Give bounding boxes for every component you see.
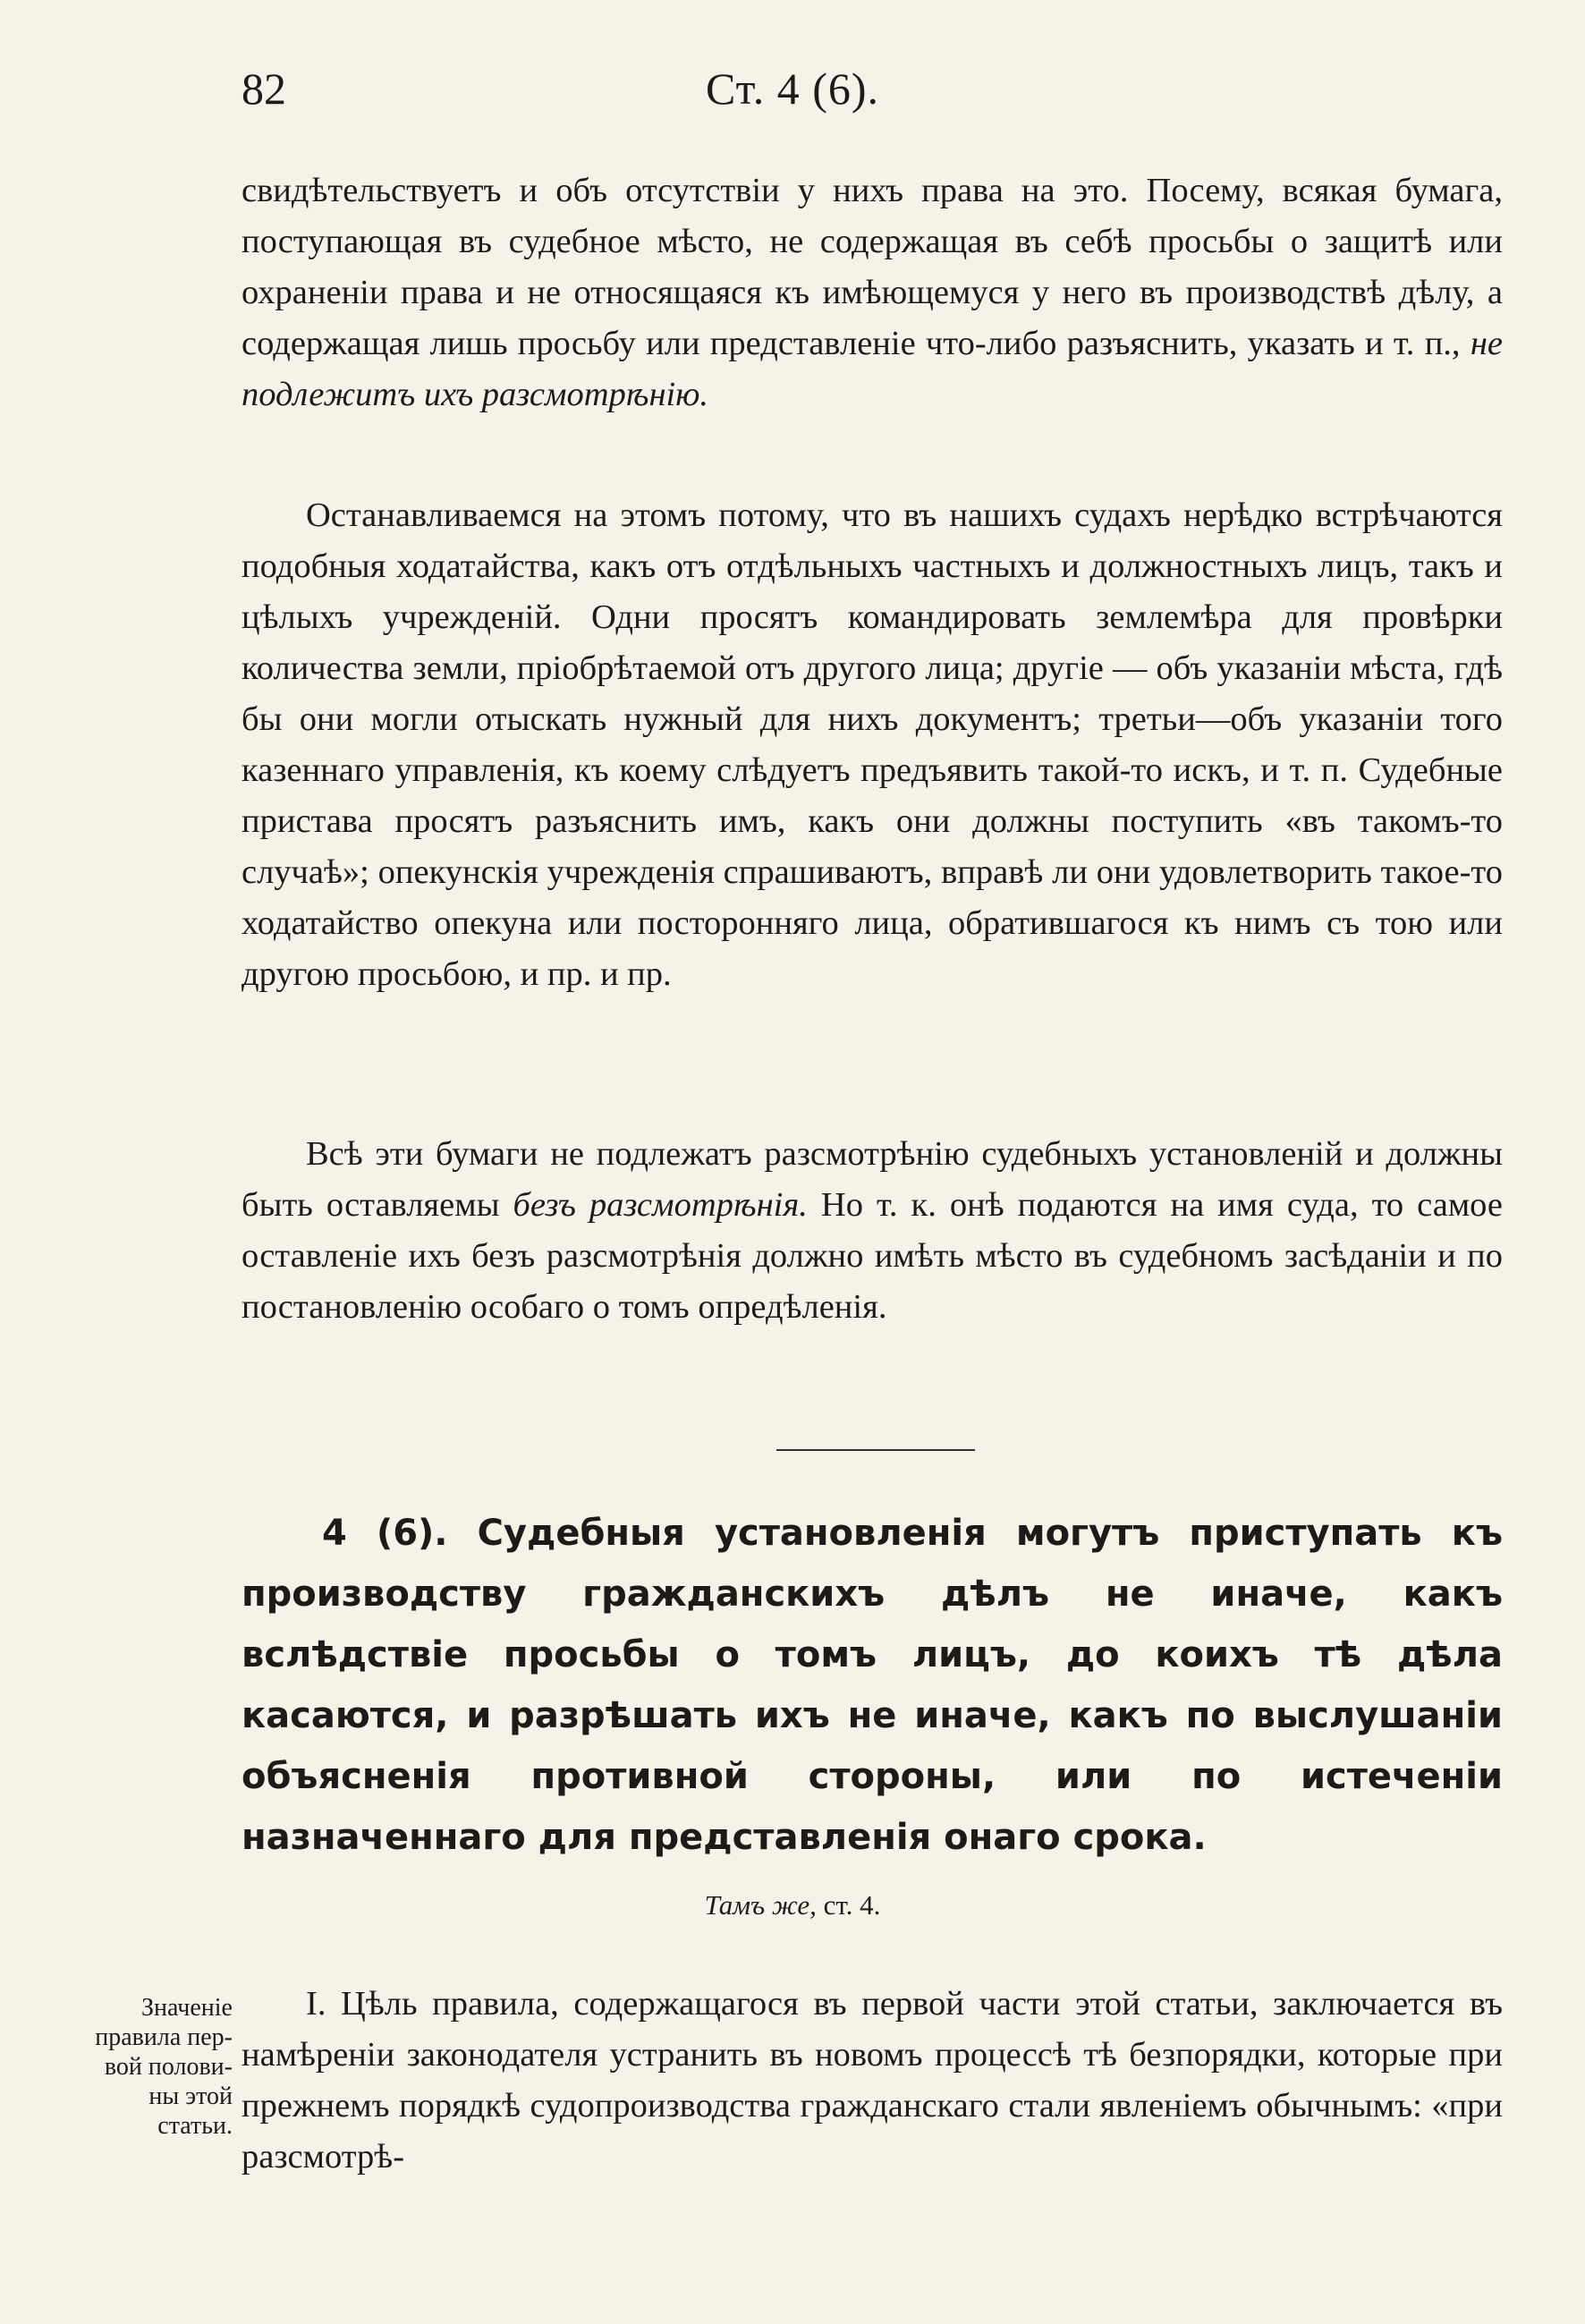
- paragraph-text: Всѣ эти бумаги не подлежатъ разсмотрѣнію судебныхъ установленій и должны быть оставляемы: [242, 1135, 1503, 1224]
- source-italic: Тамъ же,: [704, 1889, 817, 1921]
- margin-note-line: Значеніе: [140, 1994, 233, 2022]
- section-one: [242, 1979, 1503, 2183]
- italic-phrase: не подлежитъ ихъ разсмотрѣнію.: [242, 325, 1504, 413]
- italic-phrase: безъ разсмотрѣнія.: [513, 1186, 808, 1224]
- paragraph-text: свидѣтельствуетъ и объ отсутствіи у нихъ права на это. Посему, всякая бумага, поступающая въ судебное мѣсто, не содержащая въ себѣ просьбы о защитѣ или охраненіи права и не относящаяся къ имѣющемуся у него въ производствѣ дѣлу, а содержащая лишь просьбу или представленіе что-либо разъяснить, указать и т. п.,: [242, 172, 1503, 362]
- section-one-text: I. Цѣль правила, содержащагося въ первой части этой статьи, заключается въ намѣреніи законодателя устранить въ новомъ процессѣ тѣ безпорядки, которые при прежнемъ порядкѣ судопроизводства гражданскаго стали явленіемъ обычнымъ: «при разсмотрѣ-: [242, 1985, 1503, 2176]
- paragraph-continuation: [242, 165, 1503, 420]
- paragraph-text: Но т. к. онѣ подаются на имя суда, то самое оставленіе ихъ безъ разсмотрѣнія должно имѣть мѣсто въ судебномъ засѣданіи и по постановленію особаго о томъ опредѣленія.: [242, 1186, 1503, 1326]
- paragraph-disposition: [242, 1129, 1503, 1333]
- paragraph-text: Останавливаемся на этомъ потому, что въ нашихъ судахъ нерѣдко встрѣчаются подобныя ходатайства, какъ отъ отдѣльныхъ частныхъ и должностныхъ лицъ, такъ и цѣлыхъ учрежденій. Одни просятъ командировать землемѣра для провѣрки количества земли, пріобрѣтаемой отъ другого лица; другіе — объ указаніи мѣста, гдѣ бы они могли отыскать нужный для нихъ документъ; третьи—объ указаніи того казеннаго управленія, къ коему слѣдуетъ предъявить такой-то искъ, и т. п. Судебные пристава просятъ разъяснить имъ, какъ они должны поступить «въ такомъ-то случаѣ»; опекунскія учрежденія спрашиваютъ, вправѣ ли они удовлетворить такое-то ходатайство опекуна или посторонняго лица, обратившагося къ нимъ съ тою или другою просьбою, и пр. и пр.: [242, 496, 1503, 993]
- page-number: 82: [242, 64, 286, 114]
- source-citation: [0, 1889, 1585, 1921]
- margin-note-line: ны этой: [148, 2082, 233, 2110]
- source-reference: ст. 4.: [823, 1889, 881, 1921]
- margin-note: [89, 1993, 233, 2141]
- margin-note-line: правила пер-: [95, 2023, 233, 2051]
- article-body: 4 (6). Судебныя установленія могутъ приступать къ производству гражданскихъ дѣлъ не иначе, какъ вслѣдствіе просьбы о томъ лицъ, до коихъ тѣ дѣла касаются, и разрѣшать ихъ не иначе, какъ по выслушаніи объясненія противной стороны, или по истеченіи назначеннаго для представленія онаго срока.: [242, 1513, 1503, 1858]
- section-divider: [776, 1449, 975, 1451]
- article-text: [242, 1503, 1503, 1868]
- page-header: [0, 63, 1585, 125]
- paragraph-petitions: [242, 490, 1503, 1000]
- margin-note-line: вой полови-: [104, 2053, 233, 2081]
- margin-note-line: статьи.: [157, 2112, 233, 2140]
- running-head: Ст. 4 (6).: [705, 64, 880, 114]
